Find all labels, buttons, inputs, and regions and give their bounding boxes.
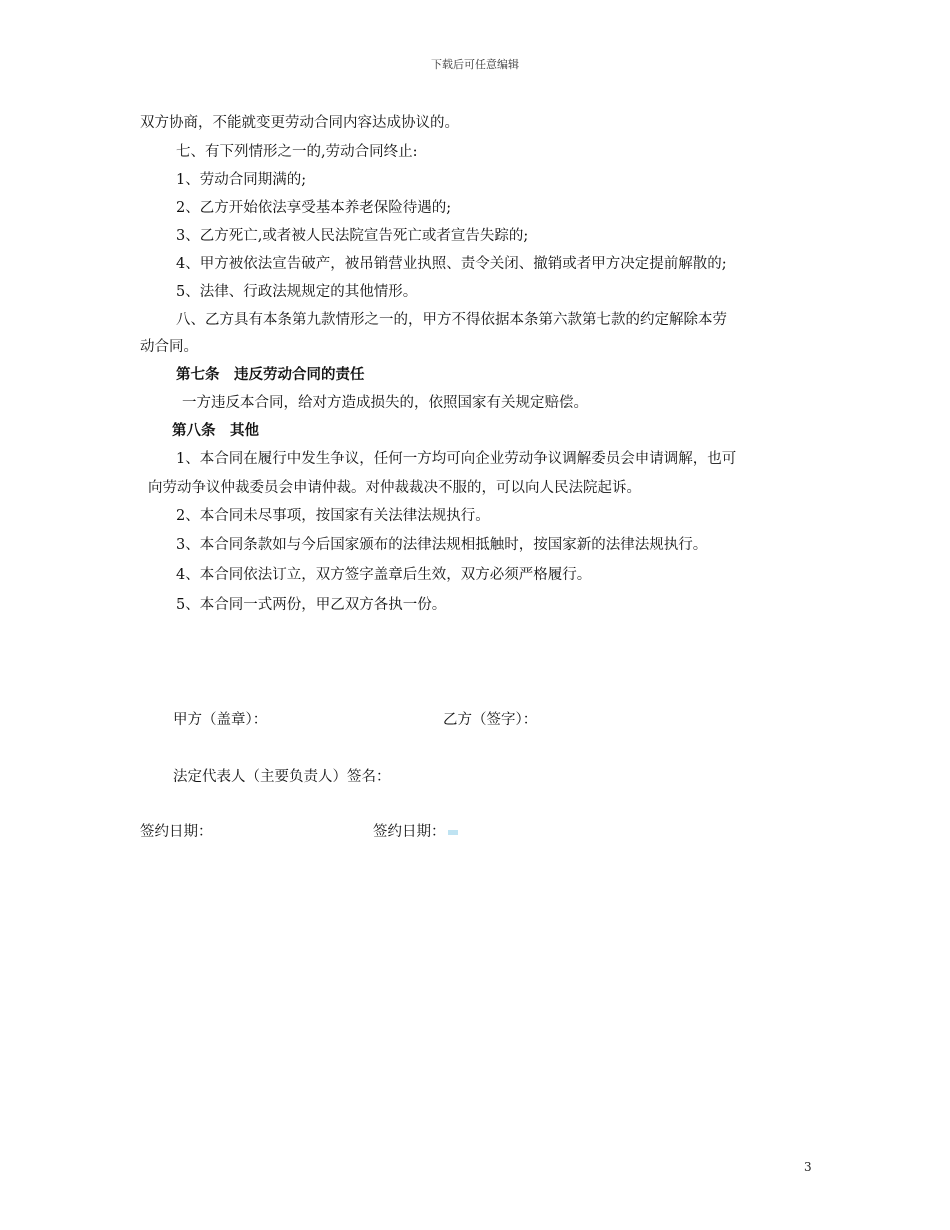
party-b-signature: 乙方（签字）：: [443, 712, 538, 728]
body-line: 5、法律、行政法规规定的其他情形。: [176, 284, 418, 300]
body-line: 1、本合同在履行中发生争议，任何一方均可向企业劳动争议调解委员会申请调解，也可: [176, 451, 737, 467]
body-line: 动合同。: [140, 339, 198, 355]
signing-date-b: [373, 822, 458, 842]
body-line: 2、本合同未尽事项，按国家有关法律法规执行。: [176, 508, 490, 524]
body-line: 1、劳动合同期满的;: [176, 172, 307, 188]
body-line: 3、乙方死亡,或者被人民法院宣告死亡或者宣告失踪的;: [176, 228, 529, 244]
page-number: 3: [804, 1160, 812, 1174]
body-line: 3、本合同条款如与今后国家颁布的法律法规相抵触时，按国家新的法律法规执行。: [176, 537, 708, 553]
section-heading: 第七条 违反劳动合同的责任: [176, 367, 365, 383]
party-a-seal: 甲方（盖章）：: [173, 712, 268, 728]
body-line: 八、乙方具有本条第九款情形之一的，甲方不得依据本条第六款第七款的约定解除本劳: [176, 312, 727, 328]
body-line: 向劳动争议仲裁委员会申请仲裁。对仲裁裁决不服的，可以向人民法院起诉。: [148, 480, 641, 496]
signing-date-a: 签约日期：: [140, 824, 213, 840]
page-header: 下载后可任意编辑: [431, 58, 519, 71]
signing-date-b-label: 签约日期：: [373, 824, 446, 840]
legal-representative-signature: 法定代表人（主要负责人）签名：: [173, 769, 391, 785]
body-line: 4、本合同依法订立，双方签字盖章后生效，双方必须严格履行。: [176, 567, 592, 583]
blank-field-marker: [448, 830, 458, 835]
body-line: 双方协商，不能就变更劳动合同内容达成协议的。: [140, 115, 459, 131]
section-heading: 第八条 其他: [172, 423, 259, 439]
body-line: 4、甲方被依法宣告破产，被吊销营业执照、责令关闭、撤销或者甲方决定提前解散的;: [176, 256, 727, 272]
body-line: 七、有下列情形之一的,劳动合同终止:: [176, 144, 418, 160]
body-line: 一方违反本合同，给对方造成损失的，依照国家有关规定赔偿。: [182, 395, 588, 411]
body-line: 2、乙方开始依法享受基本养老保险待遇的;: [176, 200, 452, 216]
body-line: 5、本合同一式两份，甲乙双方各执一份。: [176, 597, 447, 613]
